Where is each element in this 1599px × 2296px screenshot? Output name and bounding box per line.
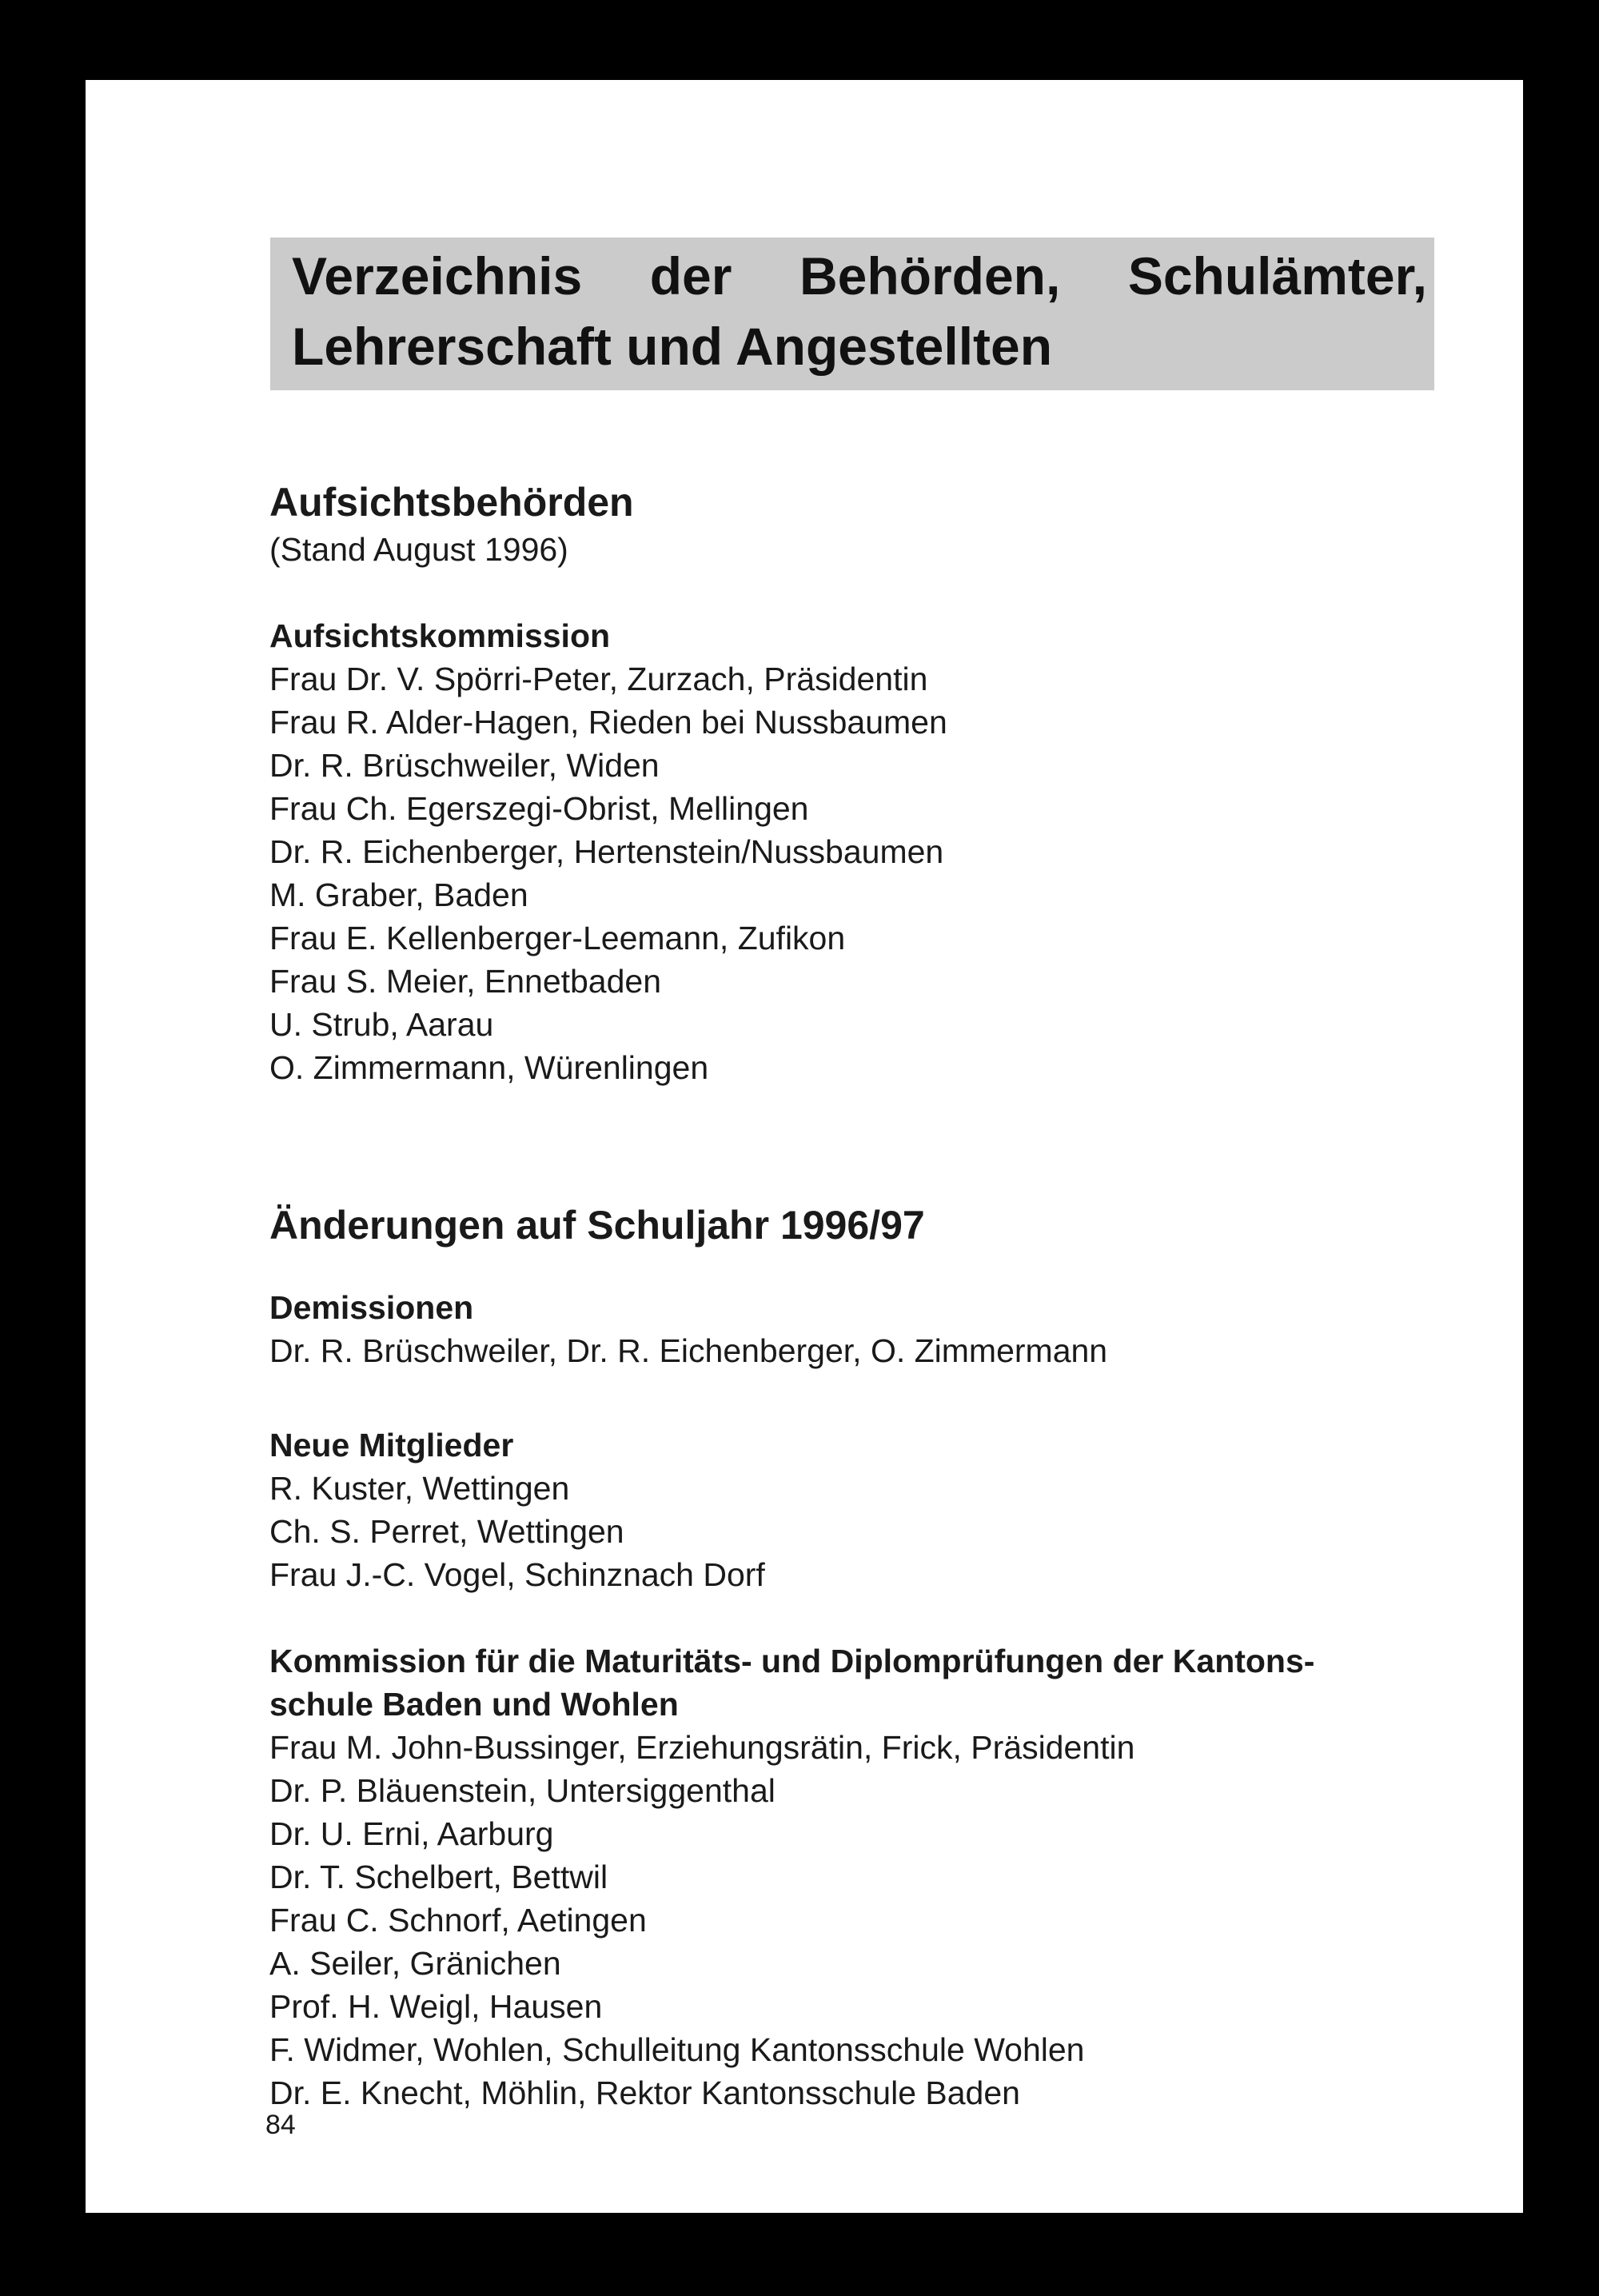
list-item: Frau E. Kellenberger-Leemann, Zufikon bbox=[269, 920, 846, 956]
list-item: A. Seiler, Gränichen bbox=[269, 1945, 561, 1982]
list-item: Frau M. John-Bussinger, Erziehungsrätin, Frick, Präsidentin bbox=[269, 1729, 1135, 1766]
commission-heading: Aufsichtskommission bbox=[269, 617, 611, 654]
exam-commission-heading-line-1: Kommission für die Maturitäts- und Diplomprüfungen der Kantons- bbox=[269, 1643, 1315, 1679]
list-item: U. Strub, Aarau bbox=[269, 1006, 494, 1043]
resignations-text: Dr. R. Brüschweiler, Dr. R. Eichenberger, O. Zimmermann bbox=[269, 1332, 1108, 1369]
document-content bbox=[269, 400, 1453, 2114]
list-item: M. Graber, Baden bbox=[269, 876, 528, 913]
list-item: Dr. R. Brüschweiler, Widen bbox=[269, 747, 660, 784]
list-item: Frau S. Meier, Ennetbaden bbox=[269, 963, 662, 1000]
list-item: Dr. U. Erni, Aarburg bbox=[269, 1815, 554, 1852]
list-item: R. Kuster, Wettingen bbox=[269, 1470, 570, 1507]
title-word: Behörden, bbox=[799, 246, 1061, 305]
list-item: O. Zimmermann, Würenlingen bbox=[269, 1049, 709, 1086]
page-title-line-2: Lehrerschaft und Angestellten bbox=[292, 317, 1053, 376]
resignations-heading: Demissionen bbox=[269, 1289, 474, 1326]
list-item: Frau C. Schnorf, Aetingen bbox=[269, 1902, 647, 1939]
commission-member-list bbox=[269, 657, 1453, 1089]
list-item: F. Widmer, Wohlen, Schulleitung Kantonsschule Wohlen bbox=[269, 2031, 1085, 2068]
list-item: Frau Ch. Egerszegi-Obrist, Mellingen bbox=[269, 790, 809, 827]
list-item: Prof. H. Weigl, Hausen bbox=[269, 1988, 603, 2025]
list-item: Dr. P. Bläuenstein, Untersiggenthal bbox=[269, 1772, 776, 1809]
new-members-heading: Neue Mitglieder bbox=[269, 1427, 514, 1463]
page-title-line-1 bbox=[292, 246, 1427, 305]
title-word: Verzeichnis bbox=[292, 246, 583, 305]
page-number: 84 bbox=[265, 2110, 296, 2140]
section-subheading-stand: (Stand August 1996) bbox=[269, 531, 568, 568]
new-members-list bbox=[269, 1467, 1453, 1596]
list-item: Frau R. Alder-Hagen, Rieden bei Nussbaumen bbox=[269, 704, 947, 741]
title-word: Schulämter, bbox=[1127, 246, 1427, 305]
list-item: Ch. S. Perret, Wettingen bbox=[269, 1513, 624, 1550]
section-heading-aenderungen: Änderungen auf Schuljahr 1996/97 bbox=[269, 1203, 925, 1248]
section-heading-aufsichtsbehoerden: Aufsichtsbehörden bbox=[269, 480, 634, 525]
document-page bbox=[86, 80, 1523, 2213]
list-item: Frau J.-C. Vogel, Schinznach Dorf bbox=[269, 1556, 765, 1593]
list-item: Frau Dr. V. Spörri-Peter, Zurzach, Präsidentin bbox=[269, 661, 928, 697]
list-item: Dr. T. Schelbert, Bettwil bbox=[269, 1859, 608, 1895]
list-item: Dr. R. Eichenberger, Hertenstein/Nussbaumen bbox=[269, 833, 944, 870]
exam-commission-heading-line-2: schule Baden und Wohlen bbox=[269, 1686, 679, 1723]
exam-commission-member-list bbox=[269, 1726, 1453, 2114]
title-word: der bbox=[649, 246, 732, 305]
list-item: Dr. E. Knecht, Möhlin, Rektor Kantonsschule Baden bbox=[269, 2074, 1020, 2111]
